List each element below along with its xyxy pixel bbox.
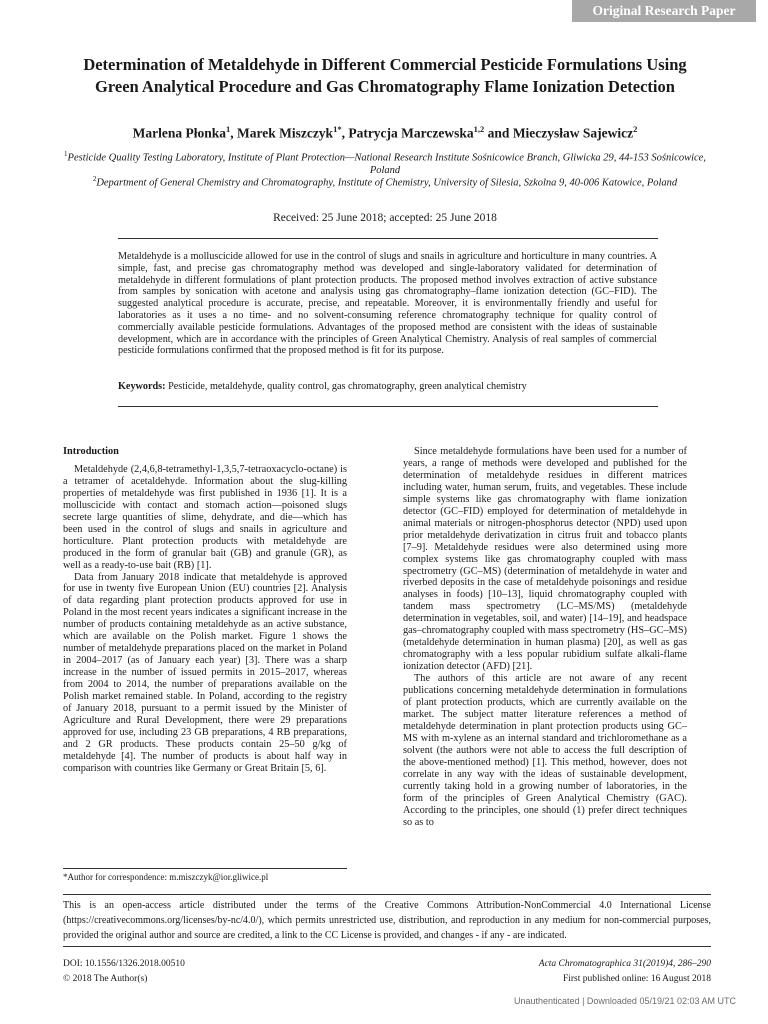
license-statement: This is an open-access article distributed under the terms of the Creative Commons Attribution-NonCommercial 4.0 International License (https://creativecommons.org/licenses/by-nc/4.0/), which permits unrestricted use, distribution, and reproduction in any medium for non-commercial purposes, provided the original author and source are credited, a link to the CC License is provided, and changes - if any - are indicated.	[63, 900, 711, 941]
download-stamp: Unauthenticated | Downloaded 05/19/21 02:03 AM UTC	[514, 996, 736, 1006]
doi: DOI: 10.1556/1326.2018.00510	[63, 959, 185, 969]
author-affiliation-mark: 1*	[333, 124, 342, 134]
right-column	[403, 446, 687, 829]
abstract: Metaldehyde is a molluscicide allowed for use in the control of slugs and snails in agriculture and horticulture in many countries. A simple, fast, and precise gas chromatography method was developed and single-laboratory validated for determination of metaldehyde in different formulations of plant protection products. The proposed method involves extraction of active substance from samples by sonication with acetone and analysis using gas chromatography–flame ionization detection (GC–FID). The suggested analytical procedure is accurate, precise, and repeatable. Moreover, it is environmentally friendly and useful for laboratories as it uses a no time- and no solvent-consuming reference chromatography technique for quality control of commercially available pesticide formulations. Advantages of the proposed method are consistent with the ideas of sustainable development, which are in accordance with the principles of Green Analytical Chemistry. Analysis of real samples of commercial pesticide formulations confirmed that the proposed method is fit for its purpose.	[118, 251, 657, 357]
author-affiliation-mark: 1,2	[473, 124, 485, 134]
affiliation-text: Pesticide Quality Testing Laboratory, Institute of Plant Protection—National Research Institute Sośnicowice Branch, Gliwicka 29, 44-153 Sośnicowice, Poland	[67, 152, 706, 176]
license-bottom-rule	[63, 946, 711, 947]
keywords-text: Pesticide, metaldehyde, quality control, gas chromatography, green analytical chemistry	[168, 381, 527, 392]
author-name: Marlena Płonka	[132, 125, 226, 141]
copyright: © 2018 The Author(s)	[63, 974, 148, 984]
author-separator: ,	[341, 125, 349, 141]
journal-citation: Acta Chromatographica 31(2019)4, 286–290	[538, 959, 711, 969]
body-paragraph: Metaldehyde (2,4,6,8-tetramethyl-1,3,5,7-tetraoxacyclo-octane) is a tetramer of acetaldehyde. Information about the slug-killing properties of metaldehyde was first published in 1936 [1]. It is a molluscicide with contact and stomach action—poisoned slugs secrete large quantities of slime, dehydrate, and die—which has been used in the control of slugs and snails in agriculture and horticulture. Plant protection products with metaldehyde are produced in the form of granular bait (GB) and granule (GR), as well as a ready-to-use bait (RB) [1].	[63, 463, 347, 571]
keywords	[118, 381, 657, 393]
article-type-badge: Original Research Paper	[572, 0, 756, 22]
footer-right	[539, 957, 711, 987]
affiliation-2	[60, 173, 710, 190]
footnote-rule	[63, 868, 347, 869]
affiliation-number: 2	[92, 175, 97, 183]
left-column	[63, 446, 347, 775]
author-list	[60, 124, 710, 142]
body-paragraph: Data from January 2018 indicate that metaldehyde is approved for use in twenty five European Union (EU) countries [2]. Analysis of data regarding plant protection products approved for use in Poland in the most recent years indicates a significant increase in the number of products containing metaldehyde as an active substance, which are available on the Polish market. Figure 1 shows the number of metaldehyde preparations placed on the market in Poland in 2004–2017 (as of January each year) [3]. There was a sharp increase in the number of issued permits in 2015–2017, whereas from 2004 to 2014, the number of preparations available on the Polish market remained stable. In Poland, according to the registry of January 2018, pursuant to a permit issued by the Minister of Agriculture and Rural Development, there were 29 preparations approved for use, including 23 GB preparations, 4 RB preparations, and 2 GR products. These products contain 25–50 g/kg of metaldehyde [4]. The number of products is about half way in comparison with countries like Germany or Great Britain [5, 6].	[63, 571, 347, 774]
author-name: Patrycja Marczewska	[348, 125, 474, 141]
author-separator: ,	[230, 125, 237, 141]
received-dates: Received: 25 June 2018; accepted: 25 June 2018	[273, 212, 497, 224]
author-separator: and	[484, 125, 513, 141]
footer-left	[63, 957, 185, 987]
abstract-top-rule	[118, 238, 658, 239]
affiliation-number: 1	[64, 150, 68, 158]
correspondence-footnote: *Author for correspondence: m.miszczyk@ior.gliwice.pl	[63, 872, 269, 882]
publication-date: First published online: 16 August 2018	[562, 974, 711, 984]
author-affiliation-mark: 1	[225, 124, 231, 134]
license-top-rule	[63, 894, 711, 895]
author-affiliation-mark: 2	[633, 124, 638, 134]
section-heading-introduction: Introduction	[63, 446, 119, 457]
article-title: Determination of Metaldehyde in Different Commercial Pesticide Formulations Using Green Analytical Procedure and Gas Chromatography Flame Ionization Detection	[83, 55, 687, 96]
body-paragraph: Since metaldehyde formulations have been used for a number of years, a range of methods were developed and published for the determination of metaldehyde residues in different matrices including water, human serum, fruits, and vegetables. These include simple systems like gas chromatography with flame ionization detector (GC–FID) employed for determination of metaldehyde in animal materials or nitrogen-phosphorus detector (NPD) used upon prior metaldehyde derivatization in citrus fruit and tobacco plants [7–9]. Metaldehyde residues were also determined using more complex systems like gas chromatography coupled with mass spectrometry (GC–MS) (determination of metaldehyde in water and riverbed deposits in the case of metaldehyde poisonings and residue analyses in foods) [10–13], liquid chromatography coupled with tandem mass spectrometry (LC–MS/MS) (metaldehyde determination in vegetables, soil, and water) [14–19], and headspace gas–chromatography coupled with mass spectrometry (HS–GC–MS) (metaldehyde determination in human plasma) [20], as well as gas chromatography with a less popular rubidium sulfate alkali-flame ionization detector (AFD) [21].	[403, 446, 687, 673]
author-name: Marek Miszczyk	[236, 125, 334, 141]
keywords-label: Keywords:	[118, 381, 166, 392]
affiliation-text: Department of General Chemistry and Chromatography, Institute of Chemistry, University of Silesia, Szkolna 9, 40-006 Katowice, Poland	[96, 177, 678, 189]
abstract-bottom-rule	[118, 406, 658, 407]
author-name: Mieczysław Sajewicz	[512, 125, 634, 141]
body-paragraph: The authors of this article are not aware of any recent publications concerning metaldehyde determination in formulations of plant protection products, which are currently available on the market. The subject matter literature references a method of metaldehyde determination in plant protection products using GC–MS with m-xylene as an internal standard and trichloromethane as a solvent (the authors were not able to access the full description of the above-mentioned method) [1]. This method, however, does not correlate in any way with the ideas of sustainable development, currently taking hold in a growing number of laboratories, in the form of the principles of Green Analytical Chemistry (GAC). According to the principles, one should (1) prefer direct techniques so as to	[403, 673, 687, 828]
